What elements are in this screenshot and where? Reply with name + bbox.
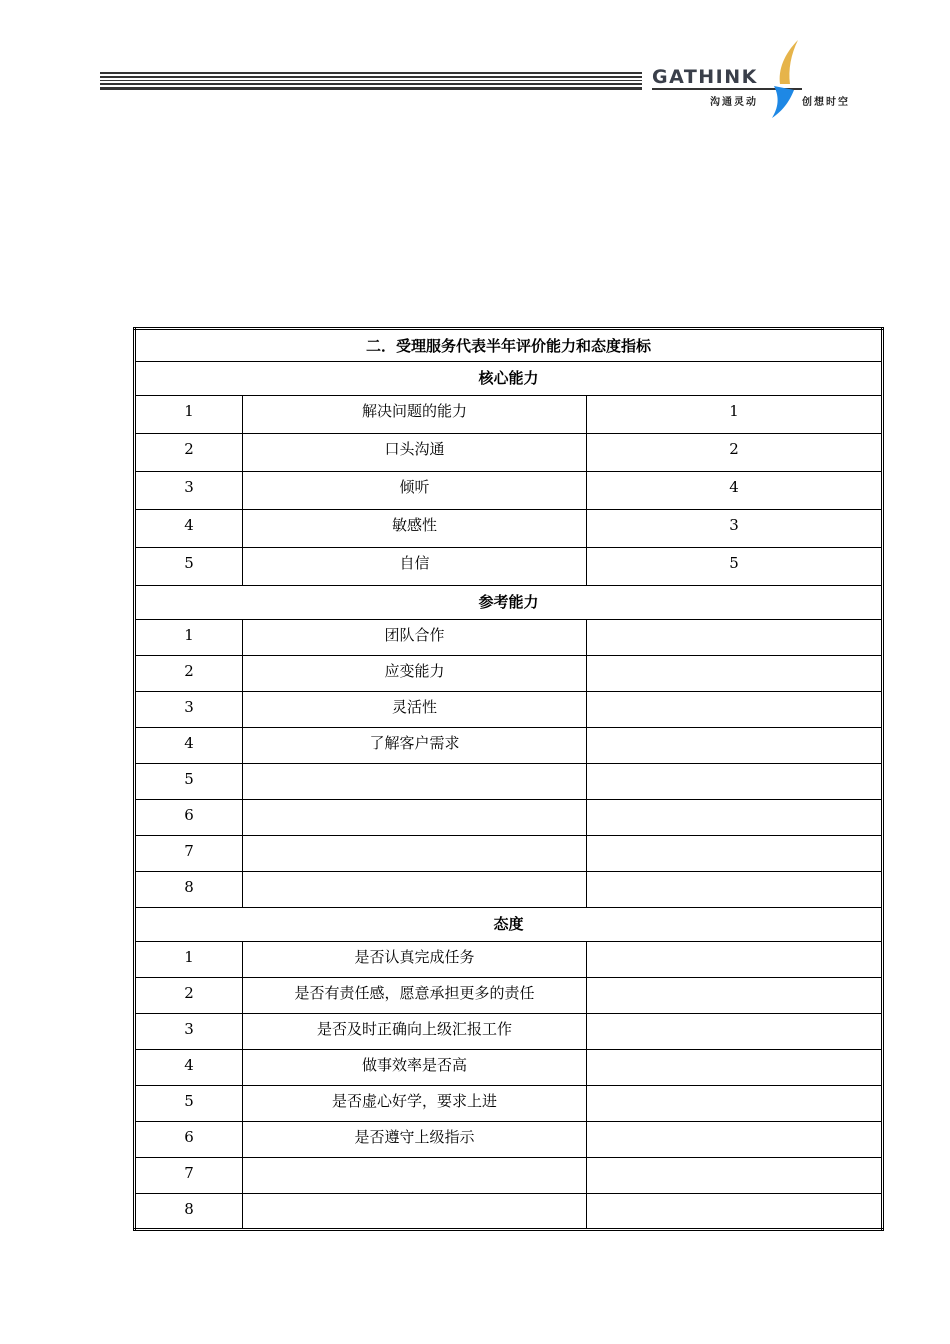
cell-score-text: 3: [729, 516, 739, 534]
cell-score-text: [587, 692, 881, 696]
table-row: [135, 396, 883, 434]
cell-num: [135, 836, 243, 872]
cell-item: [243, 510, 587, 548]
cell-item-text: 敏感性: [391, 516, 437, 534]
table-row: [135, 510, 883, 548]
company-logo: [652, 40, 862, 120]
cell-num-text: 1: [184, 626, 194, 644]
cell-num-text: 7: [184, 842, 194, 860]
cell-item: [243, 656, 587, 692]
cell-score-text: 1: [729, 402, 739, 420]
section-heading: 核心能力: [478, 369, 539, 387]
cell-num-text: 2: [184, 662, 194, 680]
cell-num: [135, 692, 243, 728]
cell-score: [587, 1194, 883, 1230]
cell-score-text: [587, 1194, 881, 1198]
table-row: [135, 872, 883, 908]
cell-item: [243, 942, 587, 978]
table-row: [135, 692, 883, 728]
cell-num-text: 1: [184, 948, 194, 966]
cell-item-text: [243, 800, 586, 804]
table-row: [135, 472, 883, 510]
cell-num: [135, 942, 243, 978]
cell-score: [587, 1158, 883, 1194]
cell-item-text: 自信: [399, 554, 430, 572]
cell-item: [243, 836, 587, 872]
cell-item: [243, 800, 587, 836]
cell-num-text: 8: [184, 1200, 194, 1218]
cell-score: [587, 620, 883, 656]
cell-num: [135, 620, 243, 656]
cell-item-text: 团队合作: [384, 626, 445, 644]
cell-item-text: 口头沟通: [384, 440, 445, 458]
cell-score: [587, 978, 883, 1014]
cell-item: [243, 872, 587, 908]
cell-item: [243, 1086, 587, 1122]
cell-num: [135, 472, 243, 510]
cell-num: [135, 1194, 243, 1230]
cell-num: [135, 872, 243, 908]
slogan-left: 沟通灵动: [710, 97, 758, 108]
cell-score-text: 2: [729, 440, 739, 458]
cell-item-text: 灵活性: [391, 698, 437, 716]
cell-score-text: [587, 942, 881, 946]
cell-score: [587, 872, 883, 908]
cell-item: [243, 978, 587, 1014]
cell-score-text: [587, 764, 881, 768]
cell-score: [587, 1122, 883, 1158]
cell-num-text: 5: [184, 1092, 194, 1110]
cell-score-text: [587, 872, 881, 876]
cell-score-text: [587, 978, 881, 982]
cell-num-text: 5: [184, 554, 194, 572]
cell-item: [243, 620, 587, 656]
cell-num: [135, 764, 243, 800]
cell-score: [587, 548, 883, 586]
cell-num-text: 7: [184, 1164, 194, 1182]
table-title-row: [135, 329, 883, 362]
cell-score: [587, 510, 883, 548]
cell-num-text: 2: [184, 440, 194, 458]
cell-score: [587, 434, 883, 472]
cell-item-text: [243, 1194, 586, 1198]
cell-item: [243, 1158, 587, 1194]
slogan-right: 创想时空: [802, 97, 850, 108]
table-row: [135, 728, 883, 764]
cell-num-text: 2: [184, 984, 194, 1002]
section-heading-row-reference-abilities: [135, 586, 883, 620]
cell-item: [243, 1014, 587, 1050]
logo-text: GATHINK: [652, 66, 758, 88]
cell-score-text: 5: [729, 554, 739, 572]
cell-num-text: 3: [184, 478, 194, 496]
cell-item-text: 解决问题的能力: [361, 402, 467, 420]
table-row: [135, 1158, 883, 1194]
cell-num-text: 4: [184, 1056, 194, 1074]
cell-item-text: 是否虚心好学，要求上进: [331, 1092, 497, 1110]
cell-score: [587, 472, 883, 510]
cell-num: [135, 510, 243, 548]
table-row: [135, 1086, 883, 1122]
table-row: [135, 1122, 883, 1158]
table-row: [135, 434, 883, 472]
cell-num: [135, 1122, 243, 1158]
cell-num: [135, 978, 243, 1014]
cell-score-text: [587, 836, 881, 840]
cell-num: [135, 728, 243, 764]
cell-item-text: [243, 836, 586, 840]
cell-item-text: 是否认真完成任务: [354, 948, 475, 966]
cell-num: [135, 656, 243, 692]
section-heading-row-core-abilities: [135, 362, 883, 396]
cell-score: [587, 656, 883, 692]
cell-item-text: 是否及时正确向上级汇报工作: [316, 1020, 512, 1038]
cell-item-text: 了解客户需求: [369, 734, 460, 752]
cell-num: [135, 1158, 243, 1194]
table-row: [135, 620, 883, 656]
cell-item: [243, 764, 587, 800]
cell-item-text: 做事效率是否高: [361, 1056, 467, 1074]
cell-num-text: 8: [184, 878, 194, 896]
cell-score-text: [587, 1122, 881, 1126]
cell-num-text: 6: [184, 1128, 194, 1146]
cell-num-text: 1: [184, 402, 194, 420]
sail-logo-icon: [764, 40, 804, 120]
cell-score: [587, 692, 883, 728]
cell-item: [243, 728, 587, 764]
cell-num-text: 5: [184, 770, 194, 788]
cell-item: [243, 396, 587, 434]
cell-score-text: [587, 800, 881, 804]
table-row: [135, 1014, 883, 1050]
table-row: [135, 656, 883, 692]
cell-num: [135, 548, 243, 586]
cell-score-text: [587, 620, 881, 624]
cell-item: [243, 548, 587, 586]
table-row: [135, 800, 883, 836]
table-row: [135, 1194, 883, 1230]
cell-item-text: 是否有责任感，愿意承担更多的责任: [294, 984, 535, 1002]
cell-score-text: 4: [729, 478, 739, 496]
cell-score-text: [587, 1014, 881, 1018]
cell-num-text: 4: [184, 516, 194, 534]
cell-score-text: [587, 1086, 881, 1090]
cell-score: [587, 1014, 883, 1050]
cell-score-text: [587, 656, 881, 660]
cell-item-text: [243, 872, 586, 876]
section-heading-row-attitude: [135, 908, 883, 942]
cell-item-text: 应变能力: [384, 662, 445, 680]
table-row: [135, 764, 883, 800]
section-heading: 参考能力: [478, 593, 539, 611]
cell-item: [243, 1194, 587, 1230]
cell-item-text: [243, 1158, 586, 1162]
cell-num-text: 4: [184, 734, 194, 752]
cell-num: [135, 1050, 243, 1086]
table-title: 二．受理服务代表半年评价能力和态度指标: [365, 337, 651, 355]
cell-item-text: 是否遵守上级指示: [354, 1128, 475, 1146]
table-row: [135, 1050, 883, 1086]
table-row: [135, 942, 883, 978]
cell-score-text: [587, 1050, 881, 1054]
cell-item: [243, 692, 587, 728]
cell-num-text: 3: [184, 698, 194, 716]
table-row: [135, 978, 883, 1014]
cell-item-text: [243, 764, 586, 768]
cell-num: [135, 800, 243, 836]
cell-num: [135, 434, 243, 472]
cell-item: [243, 1122, 587, 1158]
cell-score: [587, 764, 883, 800]
cell-item: [243, 1050, 587, 1086]
cell-num-text: 6: [184, 806, 194, 824]
cell-num: [135, 1086, 243, 1122]
evaluation-table: [133, 327, 884, 1231]
cell-score: [587, 728, 883, 764]
cell-score-text: [587, 1158, 881, 1162]
cell-num: [135, 1014, 243, 1050]
section-heading: 态度: [493, 915, 524, 933]
cell-num-text: 3: [184, 1020, 194, 1038]
cell-score: [587, 1086, 883, 1122]
cell-score-text: [587, 728, 881, 732]
table-row: [135, 548, 883, 586]
cell-score: [587, 942, 883, 978]
cell-item-text: 倾听: [399, 478, 430, 496]
table-row: [135, 836, 883, 872]
cell-score: [587, 836, 883, 872]
cell-num: [135, 396, 243, 434]
cell-score: [587, 1050, 883, 1086]
header-rule: [100, 72, 642, 90]
cell-item: [243, 472, 587, 510]
cell-score: [587, 396, 883, 434]
cell-item: [243, 434, 587, 472]
cell-score: [587, 800, 883, 836]
